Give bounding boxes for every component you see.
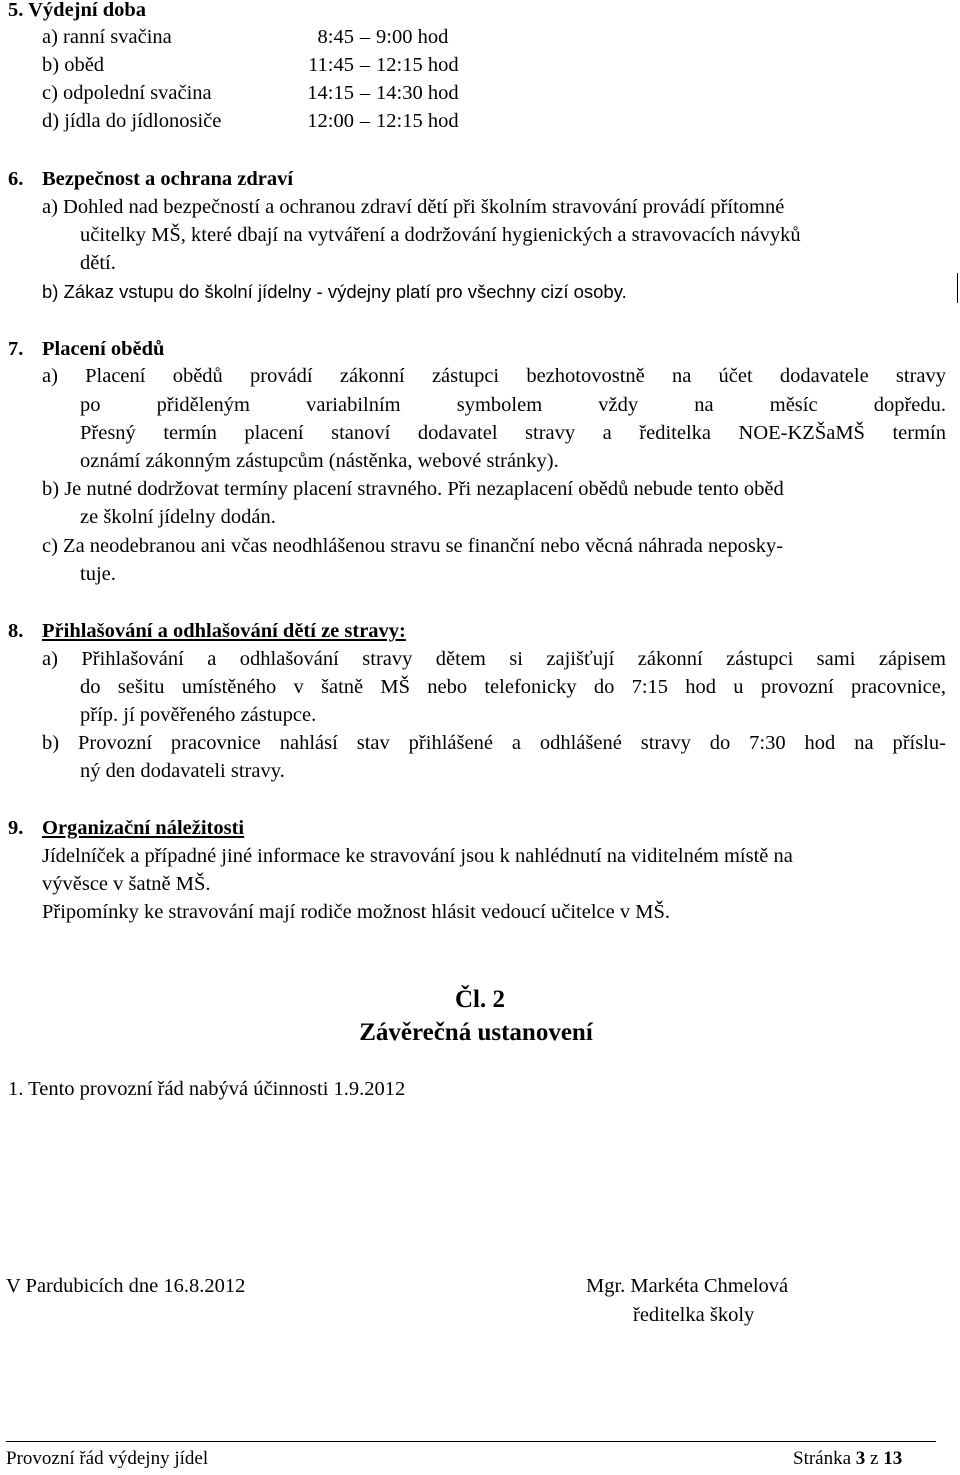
serving-row-2	[42, 52, 459, 78]
section-title: Organizační náležitosti	[42, 817, 245, 839]
section-number: 6.	[8, 168, 24, 190]
s9-line3: Připomínky ke stravování mají rodiče možnost hlásit vedoucí učitelce v MŠ.	[42, 901, 670, 923]
page-current: 3	[855, 1448, 866, 1469]
section-6-heading	[8, 166, 293, 192]
dash: –	[359, 82, 371, 104]
dash: –	[359, 54, 371, 76]
footer-title: Provozní řád výdejny jídel	[6, 1448, 209, 1469]
s6-b-line1: b) Zákaz vstupu do školní jídelny - výdejny platí pro všechny cizí osoby.	[42, 281, 627, 302]
section-number: 7.	[8, 338, 24, 360]
serving-to: 12:15 hod	[376, 110, 459, 132]
s7-a-line3: Přesný termín placení stanoví dodavatel stravy a ředitelka NOE-KZŠaMŠ termín	[80, 422, 946, 444]
page-number	[793, 1446, 902, 1472]
serving-row-4	[42, 108, 459, 134]
margin-bar	[957, 273, 958, 303]
page-separator: z	[870, 1448, 879, 1469]
footer-rule	[6, 1441, 936, 1442]
s7-a-line1: a) Placení obědů provádí zákonní zástupci bezhotovostně na účet dodavatele stravy	[42, 365, 946, 387]
serving-to: 12:15 hod	[376, 54, 459, 76]
page-label: Stránka	[793, 1448, 852, 1469]
dash: –	[359, 110, 371, 132]
section-number: 8.	[8, 620, 24, 642]
s9-line2: vývěsce v šatně MŠ.	[42, 873, 211, 895]
s6-a-line2: učitelky MŠ, které dbají na vytváření a dodržování hygienických a stravovacích návyků	[80, 224, 801, 246]
s7-a-line2: po přiděleným variabilním symbolem vždy na měsíc dopředu.	[80, 394, 946, 416]
serving-to: 14:30 hod	[376, 82, 459, 104]
s7-b-line2: ze školní jídelny dodán.	[80, 506, 276, 528]
section-number: 9.	[8, 817, 24, 839]
s7-c-line2: tuje.	[80, 563, 116, 585]
page-total: 13	[883, 1448, 903, 1469]
serving-label: b) oběd	[42, 54, 105, 76]
section-8-heading	[8, 618, 406, 644]
section-7-heading	[8, 336, 164, 362]
serving-label: a) ranní svačina	[42, 26, 172, 48]
s6-a-line1: a) Dohled nad bezpečností a ochranou zdraví dětí při školním stravování provádí přítomné	[42, 196, 785, 218]
section-title: Bezpečnost a ochrana zdraví	[42, 168, 294, 190]
serving-row-3	[42, 80, 459, 106]
s8-a-line2: do sešitu umístěného v šatně MŠ nebo telefonicky do 7:15 hod u provozní pracovnice,	[80, 676, 946, 698]
place-date: V Pardubicích dne 16.8.2012	[6, 1275, 246, 1297]
serving-label: c) odpolední svačina	[42, 82, 212, 104]
serving-to: 9:00 hod	[376, 26, 449, 48]
dash: –	[359, 26, 371, 48]
section-5-heading: 5. Výdejní doba	[8, 0, 147, 21]
signatory-role: ředitelka školy	[633, 1304, 755, 1326]
s8-b-line2: ný den dodavateli stravy.	[80, 760, 285, 782]
serving-from: 12:00	[307, 110, 354, 132]
section-9-heading	[8, 815, 244, 841]
s6-a-line3: dětí.	[80, 252, 116, 274]
s7-c-line1: c) Za neodebranou ani včas neodhlášenou stravu se finanční nebo věcná náhrada neposky-	[42, 535, 784, 557]
article-title: Závěrečná ustanovení	[359, 1019, 593, 1046]
s7-b-line1: b) Je nutné dodržovat termíny placení stravného. Při nezaplacení obědů nebude tento oběd	[42, 478, 784, 500]
serving-label: d) jídla do jídlonosiče	[42, 110, 222, 132]
s9-line1: Jídelníček a případné jiné informace ke stravování jsou k nahlédnutí na viditelném místě na	[42, 845, 793, 867]
section-title: Přihlašování a odhlašování dětí ze stravy:	[42, 620, 406, 642]
serving-from: 14:15	[307, 82, 354, 104]
s7-a-line4: oznámí zákonným zástupcům (nástěnka, webové stránky).	[80, 450, 559, 472]
article-item-1: 1. Tento provozní řád nabývá účinnosti 1.9.2012	[8, 1078, 406, 1100]
signatory-name: Mgr. Markéta Chmelová	[586, 1275, 789, 1297]
serving-row-1	[42, 24, 448, 50]
s8-b-line1: b) Provozní pracovnice nahlásí stav přihlášené a odhlášené stravy do 7:30 hod na příslu-	[42, 732, 946, 754]
s8-a-line3: příp. jí pověřeného zástupce.	[80, 704, 317, 726]
section-title: Placení obědů	[42, 338, 165, 360]
serving-from: 11:45	[308, 54, 354, 76]
serving-from: 8:45	[317, 26, 354, 48]
s8-a-line1: a) Přihlašování a odhlašování stravy dětem si zajišťují zákonní zástupci sami zápisem	[42, 648, 946, 670]
article-number: Čl. 2	[455, 986, 505, 1013]
